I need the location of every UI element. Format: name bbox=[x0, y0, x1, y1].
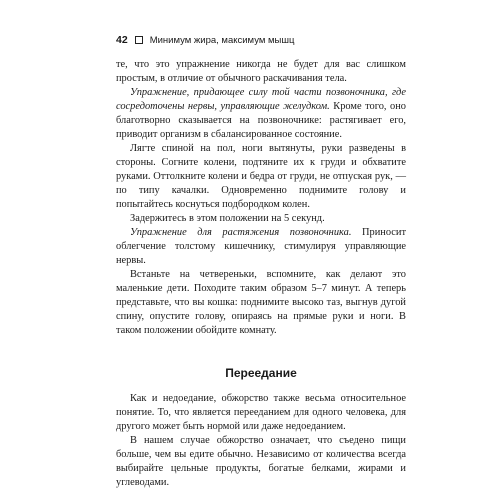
paragraph bbox=[116, 392, 406, 434]
exercise-title: Упражнение, придающее силу той части позвоночника, где сосредоточены нервы, управляющие желудком. bbox=[116, 87, 406, 112]
paragraph bbox=[116, 434, 406, 490]
page-body bbox=[116, 58, 406, 490]
paragraph bbox=[116, 212, 406, 226]
running-title: Минимум жира, максимум мышц bbox=[149, 34, 295, 46]
page-number: 42 bbox=[116, 34, 128, 46]
book-page bbox=[116, 34, 406, 490]
paragraph bbox=[116, 226, 406, 268]
section-heading: Переедание bbox=[225, 366, 297, 380]
paragraph-text: те, что это упражнение никогда не будет для вас слишком простым, в отличие от обычного раскачивания тела. bbox=[116, 59, 406, 84]
paragraph-text: Лягте спиной на пол, ноги вытянуты, руки разведены в стороны. Согните колени, подтяните их к груди и обхватите руками. Оттолкните колени и бедра от груди, не отпуская рук, — по типу качалки. Одновременно поднимите голову и попытайтесь коснуться подбородком колен. bbox=[116, 143, 406, 210]
paragraph-text: Задержитесь в этом положении на 5 секунд. bbox=[130, 213, 325, 224]
paragraph bbox=[116, 268, 406, 338]
running-header bbox=[116, 34, 406, 46]
paragraph-text: Как и недоедание, обжорство также весьма относительное понятие. То, что является перееданием для одного человека, для другого может быть нормой или даже недоеданием. bbox=[116, 393, 406, 432]
paragraph-text: В нашем случае обжорство означает, что съедено пищи больше, чем вы едите обычно. Независимо от количества всегда выбирайте цельные продукты, богатые белками, жирами и углеводами. bbox=[116, 435, 406, 488]
paragraph-text: Кроме того, оно благотворно сказывается на позвоночнике: растягивает его, приводит организм в сбалансированное состояние. bbox=[116, 101, 407, 140]
exercise-title: Упражнение для растяжения позвоночника. bbox=[130, 227, 352, 238]
paragraph bbox=[116, 142, 406, 212]
paragraph bbox=[116, 58, 406, 86]
paragraph-text: Встаньте на четвереньки, вспомните, как делают это маленькие дети. Походите таким образом 5–7 минут. А теперь представьте, что вы кошка: поднимите высоко таз, выгнув дугой спину, опустите голову, опираясь на прямые руки и ноги. В таком положении обойдите комнату. bbox=[116, 269, 406, 336]
square-bullet-icon bbox=[135, 36, 143, 44]
paragraph bbox=[116, 86, 406, 142]
paragraph-text: Приносит облегчение толстому кишечнику, стимулируя управляющие нервы. bbox=[116, 227, 406, 266]
